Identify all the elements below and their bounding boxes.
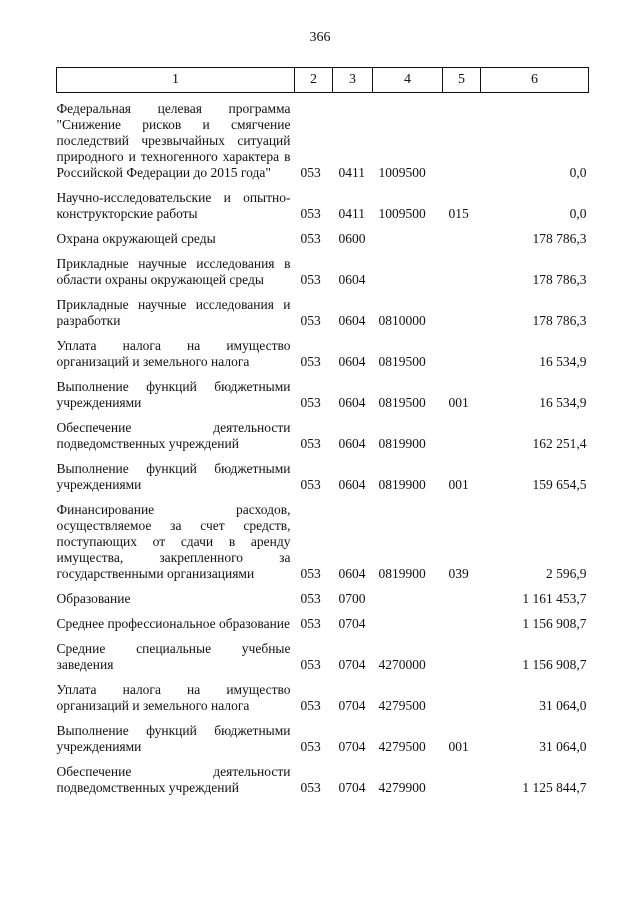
expense-type-code	[443, 222, 481, 247]
amount: 178 786,3	[532, 313, 587, 328]
ved-code: 053	[300, 272, 321, 287]
page-number: 366	[309, 30, 331, 45]
item-name: Прикладные научные исследования в области охраны окружающей среды	[56, 256, 291, 287]
header-col-5: 5	[443, 68, 481, 93]
target-code: 4279900	[378, 780, 426, 795]
section-code: 0604	[338, 395, 366, 410]
section-code: 0604	[338, 272, 366, 287]
section-code: 0604	[338, 313, 366, 328]
expense-type-code	[443, 607, 481, 632]
header-col-1: 1	[57, 68, 295, 93]
target-code: 4279500	[378, 739, 426, 754]
amount: 2 596,9	[546, 566, 587, 581]
amount: 1 125 844,7	[522, 780, 587, 795]
target-code: 4270000	[378, 657, 426, 672]
amount: 1 161 453,7	[522, 591, 587, 606]
ved-code: 053	[300, 313, 321, 328]
header-row	[57, 68, 589, 93]
table-header	[57, 68, 589, 93]
item-name: Среднее профессиональное образование	[56, 616, 291, 631]
expense-type-code: 039	[448, 566, 469, 581]
item-name: Федеральная целевая программа "Снижение рисков и смягчение последствий чрезвычайных ситуаций природного и техногенного характера в Российской Федерации до 2015 года"	[56, 101, 291, 180]
target-code: 0819500	[378, 395, 426, 410]
table-row	[57, 247, 589, 288]
section-code: 0704	[338, 616, 366, 631]
table-row	[57, 673, 589, 714]
ved-code: 053	[300, 477, 321, 492]
ved-code: 053	[300, 566, 321, 581]
item-name: Обеспечение деятельности подведомственных учреждений	[56, 420, 291, 451]
target-code: 0819900	[378, 566, 426, 581]
ved-code: 053	[300, 354, 321, 369]
header-col-2: 2	[295, 68, 333, 93]
ved-code: 053	[300, 657, 321, 672]
expense-type-code	[443, 582, 481, 607]
target-code	[373, 222, 443, 247]
item-name: Научно-исследовательские и опытно-конструкторские работы	[56, 190, 291, 221]
amount: 162 251,4	[532, 436, 587, 451]
table-row	[57, 370, 589, 411]
ved-code: 053	[300, 616, 321, 631]
expense-type-code	[443, 93, 481, 182]
amount: 0,0	[569, 206, 587, 221]
table-row	[57, 755, 589, 796]
target-code	[373, 582, 443, 607]
section-code: 0411	[338, 206, 365, 221]
table-row	[57, 222, 589, 247]
table-row	[57, 582, 589, 607]
item-name: Финансирование расходов, осуществляемое за счет средств, поступающих от сдачи в аренду имущества, закрепленного за государственными организациями	[56, 502, 291, 581]
target-code: 0810000	[378, 313, 426, 328]
section-code: 0700	[338, 591, 366, 606]
ved-code: 053	[300, 165, 321, 180]
ved-code: 053	[300, 698, 321, 713]
section-code: 0704	[338, 657, 366, 672]
expense-type-code	[443, 632, 481, 673]
amount: 1 156 908,7	[522, 657, 587, 672]
target-code: 0819900	[378, 436, 426, 451]
amount: 31 064,0	[539, 698, 587, 713]
item-name: Образование	[56, 591, 131, 606]
ved-code: 053	[300, 395, 321, 410]
table-row	[57, 411, 589, 452]
amount: 178 786,3	[532, 231, 587, 246]
table-row	[57, 329, 589, 370]
section-code: 0704	[338, 698, 366, 713]
target-code: 0819500	[378, 354, 426, 369]
target-code	[373, 607, 443, 632]
expense-type-code	[443, 411, 481, 452]
section-code: 0411	[338, 165, 365, 180]
ved-code: 053	[300, 739, 321, 754]
ved-code: 053	[300, 780, 321, 795]
expense-type-code	[443, 673, 481, 714]
item-name: Средние специальные учебные заведения	[56, 641, 291, 672]
expense-type-code	[443, 755, 481, 796]
section-code: 0600	[338, 231, 366, 246]
expense-type-code: 015	[448, 206, 469, 221]
section-code: 0604	[338, 566, 366, 581]
expense-type-code: 001	[448, 739, 469, 754]
expense-type-code: 001	[448, 477, 469, 492]
amount: 0,0	[569, 165, 587, 180]
ved-code: 053	[300, 231, 321, 246]
ved-code: 053	[300, 591, 321, 606]
item-name: Охрана окружающей среды	[56, 231, 216, 246]
item-name: Прикладные научные исследования и разработки	[56, 297, 291, 328]
ved-code: 053	[300, 436, 321, 451]
expense-type-code	[443, 247, 481, 288]
amount: 16 534,9	[539, 395, 587, 410]
table-row	[57, 93, 589, 182]
item-name: Выполнение функций бюджетными учреждениями	[56, 379, 291, 410]
item-name: Обеспечение деятельности подведомственных учреждений	[56, 764, 291, 795]
target-code: 1009500	[378, 206, 426, 221]
table-row	[57, 493, 589, 582]
section-code: 0704	[338, 739, 366, 754]
item-name: Выполнение функций бюджетными учреждениями	[56, 461, 291, 492]
target-code	[373, 247, 443, 288]
amount: 1 156 908,7	[522, 616, 587, 631]
table-row	[57, 288, 589, 329]
amount: 178 786,3	[532, 272, 587, 287]
section-code: 0604	[338, 436, 366, 451]
target-code: 0819900	[378, 477, 426, 492]
table-row	[57, 181, 589, 222]
expense-type-code: 001	[448, 395, 469, 410]
table-row	[57, 632, 589, 673]
item-name: Уплата налога на имущество организаций и земельного налога	[56, 338, 291, 369]
target-code: 1009500	[378, 165, 426, 180]
table-row	[57, 452, 589, 493]
item-name: Выполнение функций бюджетными учреждениями	[56, 723, 291, 754]
target-code: 4279500	[378, 698, 426, 713]
amount: 31 064,0	[539, 739, 587, 754]
section-code: 0704	[338, 780, 366, 795]
amount: 159 654,5	[532, 477, 587, 492]
header-col-3: 3	[333, 68, 373, 93]
item-name: Уплата налога на имущество организаций и земельного налога	[56, 682, 291, 713]
table-body	[57, 93, 589, 797]
amount: 16 534,9	[539, 354, 587, 369]
header-col-6: 6	[481, 68, 589, 93]
table-row	[57, 607, 589, 632]
section-code: 0604	[338, 354, 366, 369]
budget-table	[56, 67, 589, 796]
ved-code: 053	[300, 206, 321, 221]
section-code: 0604	[338, 477, 366, 492]
table-row	[57, 714, 589, 755]
expense-type-code	[443, 288, 481, 329]
header-col-4: 4	[373, 68, 443, 93]
expense-type-code	[443, 329, 481, 370]
